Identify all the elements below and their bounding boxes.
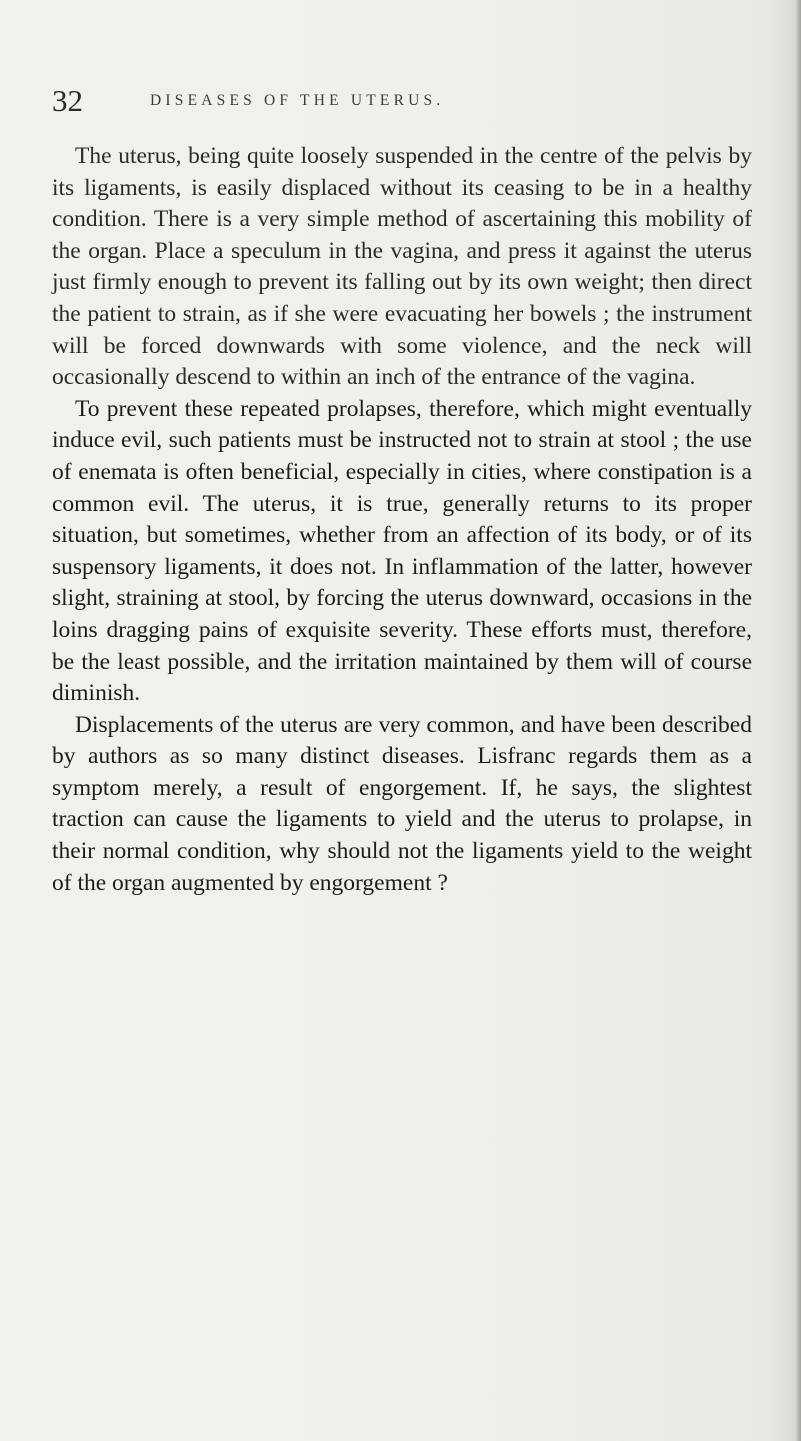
page-edge-shadow bbox=[795, 0, 801, 1441]
page-header bbox=[52, 84, 752, 118]
paragraph: The uterus, being quite loosely suspended in the centre of the pelvis by its ligaments, is easily displaced without its ceasing to be in a healthy condition. There is a very simple method of ascertaining this mobility of the organ. Place a speculum in the vagina, and press it against the uterus just firmly enough to prevent its falling out by its own weight; then direct the patient to strain, as if she were evacuating her bowels ; the instrument will be forced downwards with some violence, and the neck will occasionally descend to within an inch of the entrance of the vagina. bbox=[52, 143, 752, 391]
body-text bbox=[52, 141, 752, 899]
page-number: 32 bbox=[52, 83, 83, 118]
paragraph: Displacements of the uterus are very common, and have been described by authors as so many distinct diseases. Lisfranc regards them as a symptom merely, a result of engorgement. If, he says, the slightest traction can cause the ligaments to yield and the uterus to prolapse, in their normal condition, why should not the ligaments yield to the weight of the organ augmented by engorgement ? bbox=[52, 711, 752, 896]
running-title: DISEASES OF THE UTERUS. bbox=[150, 92, 445, 109]
paragraph: To prevent these repeated prolapses, therefore, which might eventually induce evil, such patients must be instructed not to strain at stool ; the use of enemata is often beneficial, especially in cities, where constipation is a common evil. The uterus, it is true, generally returns to its proper situation, but sometimes, whether from an affection of its body, or of its suspensory ligaments, it does not. In inflammation of the latter, however slight, straining at stool, by forcing the uterus downward, occasions in the loins dragging pains of exquisite severity. These efforts must, therefore, be the least possible, and the irritation maintained by them will of course diminish. bbox=[52, 395, 752, 707]
